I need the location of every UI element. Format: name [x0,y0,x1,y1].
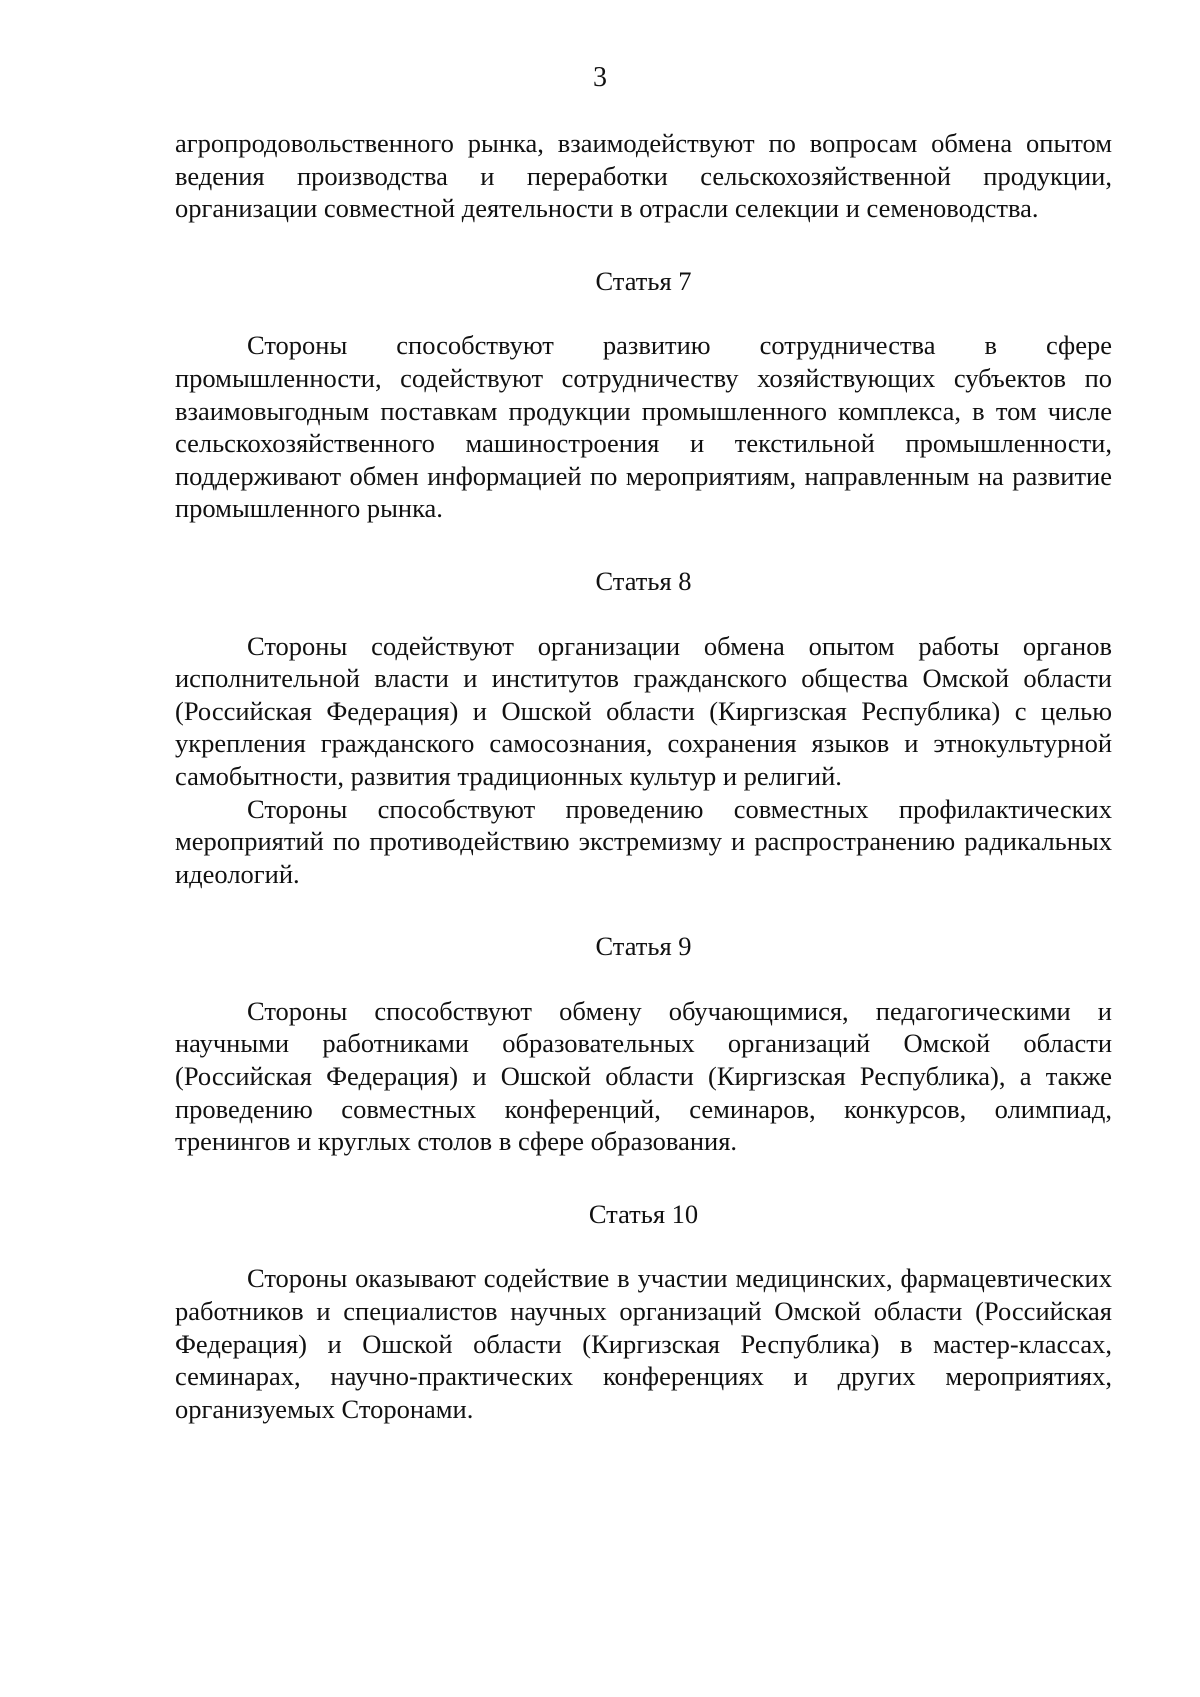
article-8-paragraph-2: Стороны способствуют проведению совместных профилактических мероприятий по противодействию экстремизму и распространению радикальных идеологий. [175,793,1112,889]
document-body [175,127,1112,1425]
article-7-heading: Статья 7 [595,265,692,296]
article-10-heading: Статья 10 [588,1198,699,1229]
page-number: 3 [593,62,607,93]
article-8-paragraph-1: Стороны содействуют организации обмена опытом работы органов исполнительной власти и институтов гражданского общества Омской области (Российская Федерация) и Ошской области (Киргизская Республика) с целью укрепления гражданского самосознания, сохранения языков и этнокультурной самобытности, развития традиционных культур и религий. [175,630,1112,791]
article-10-paragraph: Стороны оказывают содействие в участии медицинских, фармацевтических работников и специалистов научных организаций Омской области (Российская Федерация) и Ошской области (Киргизская Республика) в мастер-классах, семинарах, научно-практических конференциях и других мероприятиях, организуемых Сторонами. [175,1263,1112,1424]
article-9-heading: Статья 9 [595,931,692,962]
article-9-paragraph: Стороны способствуют обмену обучающимися, педагогическими и научными работниками образовательных организаций Омской области (Российская Федерация) и Ошской области (Киргизская Республика), а также проведению совместных конференций, семинаров, конкурсов, олимпиад, тренингов и круглых столов в сфере образования. [175,995,1112,1157]
article-7-paragraph: Стороны способствуют развитию сотрудничества в сфере промышленности, содействуют сотрудничеству хозяйствующих субъектов по взаимовыгодным поставкам продукции промышленного комплекса, в том числе сельскохозяйственного машиностроения и текстильной промышленности, поддерживают обмен информацией по мероприятиям, направленным на развитие промышленного рынка. [175,330,1112,524]
article-8-heading: Статья 8 [595,565,692,596]
paragraph-intro: агропродовольственного рынка, взаимодействуют по вопросам обмена опытом ведения производства и переработки сельскохозяйственной продукции, организации совместной деятельности в отрасли селекции и семеноводства. [175,128,1112,224]
